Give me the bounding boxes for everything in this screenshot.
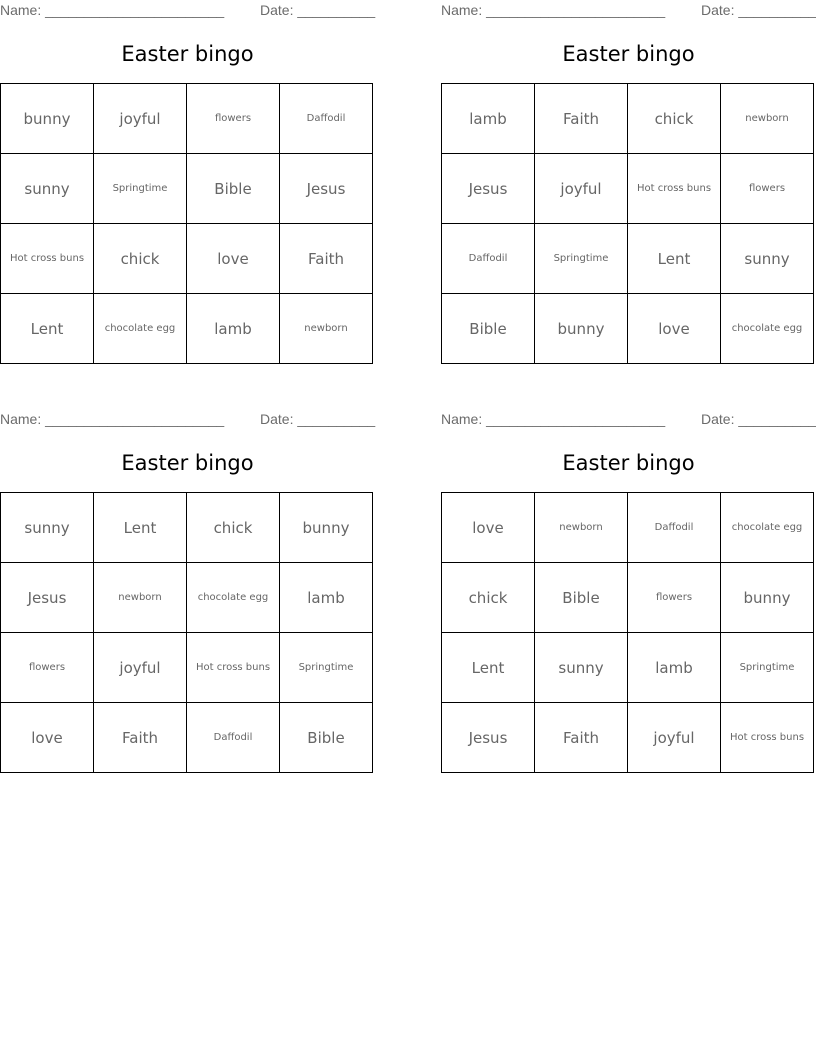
grid-cell: Bible bbox=[187, 154, 280, 224]
date-field: Date: __________ bbox=[701, 411, 816, 427]
grid-row bbox=[1, 493, 373, 563]
grid-cell: bunny bbox=[535, 294, 628, 364]
bingo-grid bbox=[441, 492, 814, 773]
grid-cell: Springtime bbox=[535, 224, 628, 294]
bingo-grid bbox=[441, 83, 814, 364]
grid-cell: Bible bbox=[442, 294, 535, 364]
grid-row bbox=[1, 224, 373, 294]
card-header bbox=[441, 409, 816, 429]
grid-cell: newborn bbox=[535, 493, 628, 563]
grid-row bbox=[442, 294, 814, 364]
grid-cell: chocolate egg bbox=[721, 294, 814, 364]
bingo-grid bbox=[0, 492, 373, 773]
grid-row bbox=[1, 633, 373, 703]
grid-cell: Daffodil bbox=[442, 224, 535, 294]
grid-cell: love bbox=[628, 294, 721, 364]
grid-cell: Lent bbox=[628, 224, 721, 294]
grid-cell: sunny bbox=[721, 224, 814, 294]
grid-cell: sunny bbox=[1, 493, 94, 563]
grid-cell: lamb bbox=[280, 563, 373, 633]
grid-cell: bunny bbox=[721, 563, 814, 633]
grid-cell: Springtime bbox=[280, 633, 373, 703]
grid-cell: Faith bbox=[535, 84, 628, 154]
grid-cell: newborn bbox=[94, 563, 187, 633]
grid-cell: Jesus bbox=[442, 154, 535, 224]
grid-cell: lamb bbox=[628, 633, 721, 703]
grid-cell: chocolate egg bbox=[94, 294, 187, 364]
grid-cell: Daffodil bbox=[628, 493, 721, 563]
grid-cell: bunny bbox=[280, 493, 373, 563]
grid-cell: flowers bbox=[1, 633, 94, 703]
grid-cell: love bbox=[187, 224, 280, 294]
grid-cell: Daffodil bbox=[280, 84, 373, 154]
grid-cell: joyful bbox=[94, 84, 187, 154]
grid-cell: Hot cross buns bbox=[1, 224, 94, 294]
grid-row bbox=[442, 703, 814, 773]
grid-cell: Jesus bbox=[280, 154, 373, 224]
grid-cell: Lent bbox=[1, 294, 94, 364]
card-header bbox=[0, 0, 375, 20]
grid-cell: joyful bbox=[94, 633, 187, 703]
grid-cell: chick bbox=[187, 493, 280, 563]
grid-cell: Springtime bbox=[721, 633, 814, 703]
grid-cell: Hot cross buns bbox=[187, 633, 280, 703]
grid-cell: chocolate egg bbox=[721, 493, 814, 563]
grid-cell: Lent bbox=[442, 633, 535, 703]
card-header bbox=[441, 0, 816, 20]
card-title: Easter bingo bbox=[121, 42, 254, 66]
grid-cell: joyful bbox=[628, 703, 721, 773]
date-field: Date: __________ bbox=[260, 411, 376, 427]
grid-cell: Hot cross buns bbox=[628, 154, 721, 224]
name-field: Name: _______________________ bbox=[0, 411, 225, 427]
grid-row bbox=[442, 563, 814, 633]
card-header bbox=[0, 409, 375, 429]
grid-cell: flowers bbox=[628, 563, 721, 633]
grid-cell: love bbox=[1, 703, 94, 773]
grid-row bbox=[442, 154, 814, 224]
grid-cell: flowers bbox=[187, 84, 280, 154]
grid-cell: sunny bbox=[1, 154, 94, 224]
grid-row bbox=[442, 633, 814, 703]
grid-cell: bunny bbox=[1, 84, 94, 154]
bingo-grid bbox=[0, 83, 373, 364]
grid-cell: love bbox=[442, 493, 535, 563]
grid-cell: chick bbox=[442, 563, 535, 633]
grid-cell: chocolate egg bbox=[187, 563, 280, 633]
grid-cell: chick bbox=[628, 84, 721, 154]
grid-row bbox=[442, 493, 814, 563]
grid-cell: Lent bbox=[94, 493, 187, 563]
grid-row bbox=[1, 154, 373, 224]
card-title: Easter bingo bbox=[562, 451, 695, 475]
grid-cell: newborn bbox=[721, 84, 814, 154]
grid-cell: Faith bbox=[280, 224, 373, 294]
grid-cell: lamb bbox=[187, 294, 280, 364]
grid-row bbox=[1, 703, 373, 773]
grid-cell: Daffodil bbox=[187, 703, 280, 773]
card-title: Easter bingo bbox=[121, 451, 254, 475]
grid-cell: lamb bbox=[442, 84, 535, 154]
grid-cell: Jesus bbox=[442, 703, 535, 773]
grid-cell: flowers bbox=[721, 154, 814, 224]
grid-cell: Bible bbox=[535, 563, 628, 633]
grid-row bbox=[1, 84, 373, 154]
date-field: Date: __________ bbox=[260, 2, 376, 18]
grid-cell: Jesus bbox=[1, 563, 94, 633]
name-field: Name: _______________________ bbox=[441, 2, 666, 18]
grid-cell: Faith bbox=[94, 703, 187, 773]
name-field: Name: _______________________ bbox=[0, 2, 225, 18]
grid-cell: Faith bbox=[535, 703, 628, 773]
grid-cell: chick bbox=[94, 224, 187, 294]
grid-row bbox=[442, 224, 814, 294]
card-title: Easter bingo bbox=[562, 42, 695, 66]
grid-row bbox=[1, 563, 373, 633]
name-field: Name: _______________________ bbox=[441, 411, 666, 427]
grid-cell: sunny bbox=[535, 633, 628, 703]
grid-row bbox=[442, 84, 814, 154]
grid-cell: joyful bbox=[535, 154, 628, 224]
date-field: Date: __________ bbox=[701, 2, 816, 18]
grid-cell: Hot cross buns bbox=[721, 703, 814, 773]
grid-cell: Springtime bbox=[94, 154, 187, 224]
grid-cell: Bible bbox=[280, 703, 373, 773]
grid-cell: newborn bbox=[280, 294, 373, 364]
grid-row bbox=[1, 294, 373, 364]
